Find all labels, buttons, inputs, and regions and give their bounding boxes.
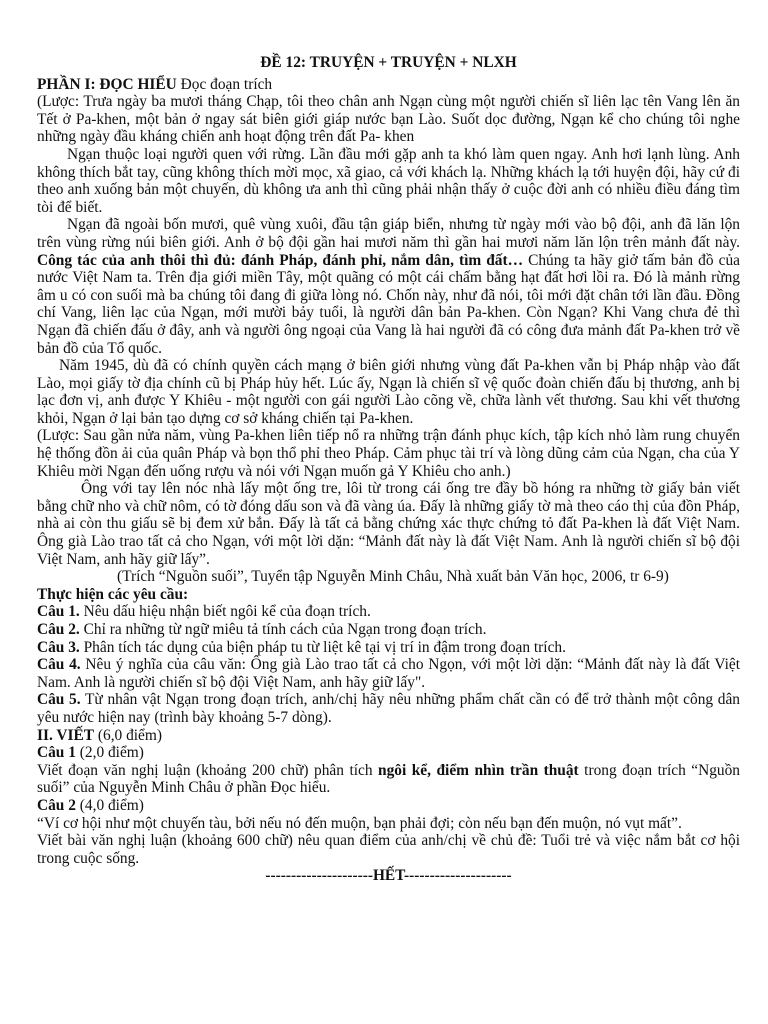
part2-heading: II. VIẾT	[37, 726, 95, 744]
highlighted-list: Công tác của anh thôi thì đủ: đánh Pháp, đánh phỉ, nắm dân, tìm đất…	[37, 251, 524, 269]
question-5	[37, 691, 740, 726]
question-3-label: Câu 3.	[37, 638, 80, 656]
question-2	[37, 621, 740, 639]
paragraph-1: Ngạn thuộc loại người quen với rừng. Lần đầu mới gặp anh ta khó làm quen ngay. Anh hơi lạnh lùng. Anh không thích bắt tay, cũng không thích mời mọc, xã giao, cả với khách lạ. Những khách lạ tới huyện đội, hãy cứ đi theo anh xuống bản một chuyến, dù không ưa anh thì cũng phải nhận thấy ở cuộc đời anh có nhiều điều đáng tìm tòi để biết.	[37, 145, 740, 216]
writing-q1-points: (2,0 điểm)	[75, 744, 144, 762]
exam-title: ĐỀ 12: TRUYỆN + TRUYỆN + NLXH	[260, 54, 517, 71]
question-1	[37, 603, 740, 621]
paragraph-2-end: Chúng ta hãy giở tấm bản đồ của nước Việt Nam ta. Trên địa giới miền Tây, một quãng có một cái chấm bằng hạt đất hơi lồi ra. Đó là mảnh rừng âm u có con suối mà ba chúng tôi đang đi giữa lòng nó. Chốn này, như đã nói, tôi mới đặt chân tới lần đầu. Đồng chí Vang, liên lạc của Ngạn, mới mười bảy tuổi, là người dân bản Pa-khen. Còn Ngạn? Khi Vang chưa đẻ thì Ngạn đã chiến đấu ở đây, anh và người ông ngoại của Vang là hai người đã có công đưa mảnh đất Pa-khen trở về bản đồ của Tổ quốc.	[37, 251, 740, 357]
paragraph-4: Ông với tay lên nóc nhà lấy một ống tre, lôi từ trong cái ống tre đầy bồ hóng ra những tờ giấy bản viết bằng chữ nho và chữ nôm, có tờ đóng dấu son và đã vàng úa. Đấy là những giấy tờ mà theo cáo thị của đồn Pháp, nhà ai còn thu giấu sẽ bị đem xử bắn. Đấy là tất cả bằng chứng xác thực chứng tỏ đất Pa-khen là đất Việt Nam. Ông già Lào trao tất cả cho Ngạn, với một lời dặn: “Mảnh đất này là đất Việt Nam. Anh là người chiến sĩ bộ đội Việt Nam, anh hãy giữ lấy”.	[37, 480, 740, 568]
question-5-label: Câu 5.	[37, 691, 81, 709]
tasks-heading: Thực hiện các yêu cầu:	[37, 585, 189, 603]
question-4	[37, 656, 740, 691]
writing-q2-label: Câu 2	[37, 796, 76, 814]
part2-points: (6,0 điểm)	[94, 726, 162, 744]
writing-q1-heading	[37, 744, 740, 762]
writing-q1-label: Câu 1	[37, 744, 76, 762]
question-2-text: Chỉ ra những từ ngữ miêu tả tính cách của Ngạn trong đoạn trích.	[79, 621, 487, 638]
question-3-text: Phân tích tác dụng của biện pháp tu từ liệt kê tại vị trí in đậm trong đoạn trích.	[79, 638, 566, 656]
writing-q1-text	[37, 762, 740, 797]
summary-2: (Lược: Sau gần nửa năm, vùng Pa-khen liên tiếp nổ ra những trận đánh phục kích, tập kích nhỏ làm rung chuyển hệ thống đồn ải của quân Pháp và bọn thổ phỉ theo Pháp. Cảm phục tài trí và lòng dũng cảm của Ngạn, cha của Y Khiêu mời Ngạn đến uống rượu và nói với Ngạn muốn gả Y Khiêu cho anh.)	[37, 427, 740, 480]
part1-heading-suffix: Đọc đoạn trích	[176, 75, 273, 93]
part1-heading: PHẦN I: ĐỌC HIỂU	[37, 75, 177, 93]
summary-1: (Lược: Trưa ngày ba mươi tháng Chạp, tôi theo chân anh Ngạn cùng một người chiến sĩ liên lạc tên Vang lên ăn Tết ở Pa-khen, một bản ở ngay sát biên giới giáp nước bạn Lào. Suốt dọc đường, Ngạn kể cho chúng tôi nghe những ngày đầu kháng chiến anh hoạt động trên đất Pa- khen	[37, 93, 740, 146]
end-marker: ---------------------HẾT---------------------	[265, 867, 512, 885]
question-1-label: Câu 1.	[37, 603, 80, 621]
question-4-text: Nêu ý nghĩa của câu văn: Ông già Lào trao tất cả cho Ngọn, với một lời dặn: “Mảnh đất này là đất Việt Nam. Anh là người chiến sĩ bộ đội Việt Nam, anh hãy giữ lấy".	[37, 656, 740, 691]
paragraph-2-start: Ngạn đã ngoài bốn mươi, quê vùng xuôi, đầu tận giáp biển, nhưng từ ngày mới vào bộ đội, anh đã lăn lộn trên vùng rừng núi biên giới. Anh ở bộ đội gần hai mươi năm thì gần hai mươi năm lăn lộn trên mảnh đất này.	[37, 216, 740, 251]
question-5-text: Từ nhân vật Ngạn trong đoạn trích, anh/chị hãy nêu những phẩm chất cần có để trở thành một công dân yêu nước hiện nay (trình bày khoảng 5-7 dòng).	[37, 691, 740, 726]
question-3	[37, 639, 740, 657]
source-citation: (Trích “Nguồn suối”, Tuyển tập Nguyễn Minh Châu, Nhà xuất bản Văn học, 2006, tr 6-9)	[117, 568, 669, 586]
part1-heading-line	[37, 76, 740, 94]
writing-q1-text-end: trong đoạn trích “Nguồn suối” của Nguyễn Minh Châu ở phần Đọc hiểu.	[37, 761, 740, 797]
writing-q1-emphasis: ngôi kể, điểm nhìn trần thuật	[378, 761, 579, 779]
writing-q2-quote: “Ví cơ hội như một chuyến tàu, bởi nếu nó đến muộn, bạn phải đợi; còn nếu bạn đến muộn, nó vụt mất”.	[37, 814, 682, 832]
writing-q2-text: Viết bài văn nghị luận (khoảng 600 chữ) nêu quan điểm của anh/chị về chủ đề: Tuổi trẻ và việc nắm bắt cơ hội trong cuộc sống.	[37, 832, 740, 867]
question-2-label: Câu 2.	[37, 621, 80, 638]
paragraph-2	[37, 216, 740, 357]
question-4-label: Câu 4.	[37, 656, 81, 674]
part2-heading-line	[37, 727, 740, 745]
writing-q1-text-start: Viết đoạn văn nghị luận (khoảng 200 chữ) phân tích	[37, 761, 379, 779]
question-1-text: Nêu dấu hiệu nhận biết ngôi kể của đoạn trích.	[79, 603, 371, 621]
writing-q2-heading	[37, 797, 740, 815]
paragraph-3: Năm 1945, dù đã có chính quyền cách mạng ở biên giới nhưng vùng đất Pa-khen vẫn bị Pháp nhập vào đất Lào, mọi giấy tờ địa chính cũ bị Pháp hủy hết. Lúc ấy, Ngạn là chiến sĩ vệ quốc đoàn chiến đấu bị thương, anh bị lạc đơn vị, anh được Y Khiêu - một người con gái người Lào cõng về, chữa lành vết thương. Sau khi vết thương khỏi, Ngạn ở lại bản tạo dựng cơ sở kháng chiến tại Pa-khen.	[37, 357, 740, 427]
writing-q2-points: (4,0 điểm)	[75, 796, 144, 814]
tasks-heading-line	[37, 586, 740, 604]
